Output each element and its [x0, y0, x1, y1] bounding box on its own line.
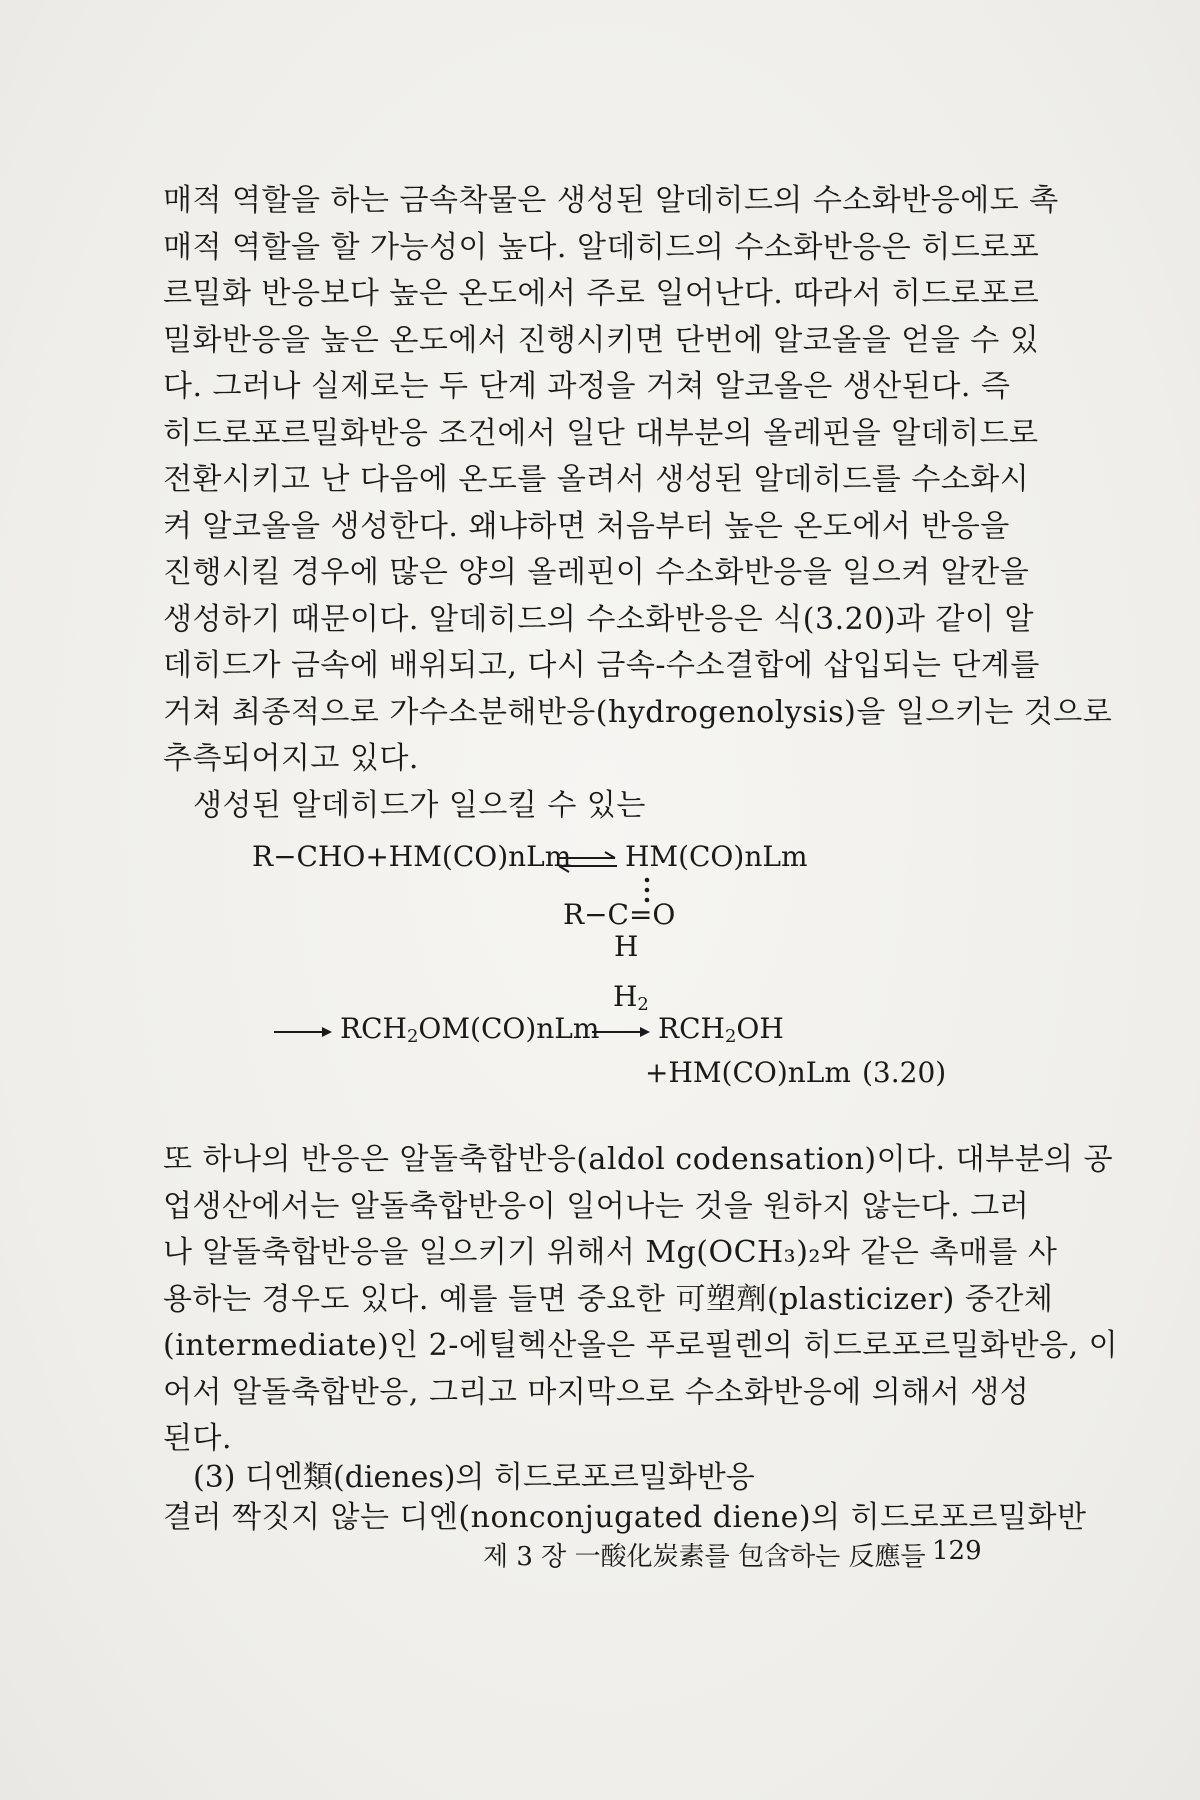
- product-post: OH: [736, 1012, 784, 1045]
- intermediate-pre: RCH: [340, 1012, 407, 1045]
- body-paragraph-3: [163, 1137, 1119, 1463]
- product-sub: 2: [724, 1026, 737, 1047]
- text-line: 생성하기 때문이다. 알데히드의 수소화반응은 식(3.20)과 같이 알: [163, 601, 1034, 637]
- text-line: 나 알돌축합반응을 일으키기 위해서 Mg(OCH₃)₂와 같은 촉매를 사: [163, 1235, 1058, 1270]
- equation-rhs-complex: HM(CO)nLm: [625, 840, 808, 873]
- text-line: 결러 짝짓지 않는 디엔(nonconjugated diene)의 히드로포르밀화반: [163, 1500, 1087, 1535]
- text-line: 데히드가 금속에 배위되고, 다시 금속-수소결합에 삽입되는 단계를: [163, 648, 1040, 683]
- text-line: 된다.: [163, 1421, 232, 1456]
- page-number: 129: [932, 1536, 982, 1566]
- text-line: 전환시키고 난 다음에 온도를 올려서 생성된 알데히드를 수소화시: [163, 462, 1030, 497]
- reagent-label: H: [613, 980, 638, 1013]
- text-line: 용하는 경우도 있다. 예를 들면 중요한 可塑劑(plasticizer) 중간체: [163, 1281, 1054, 1317]
- text-line: 업생산에서는 알돌축합반응이 일어나는 것을 원하지 않는다. 그러: [163, 1188, 1030, 1224]
- text-line: 추측되어지고 있다.: [163, 741, 419, 776]
- text-line: 밀화반응을 높은 온도에서 진행시키면 단번에 알코올을 얻을 수 있: [163, 322, 1040, 358]
- step2-reagent: [613, 980, 649, 1015]
- text-line: 어서 알돌축합반응, 그리고 마지막으로 수소화반응에 의해서 생성: [163, 1374, 1030, 1410]
- text-line: 르밀화 반응보다 높은 온도에서 주로 일어난다. 따라서 히드로포르: [163, 276, 1040, 311]
- equation-aldehyde-bond: R−C=O: [563, 898, 676, 931]
- equation-aldehyde-h: H: [614, 930, 639, 963]
- text-line: 매적 역할을 하는 금속착물은 생성된 알데히드의 수소화반응에도 촉: [163, 183, 1059, 218]
- text-line: 히드로포르밀화반응 조건에서 일단 대부분의 올레핀을 알데히드로: [163, 415, 1039, 451]
- running-footer: 제 3 장 一酸化炭素를 包含하는 反應들: [483, 1542, 926, 1572]
- text-line: (intermediate)인 2-에틸헥산올은 푸로필렌의 히드로포르밀화반응, 이: [163, 1328, 1119, 1363]
- body-paragraph-4: [163, 1495, 1087, 1542]
- equation-intermediate: [340, 1012, 599, 1047]
- reaction-arrow-icon: [272, 1025, 334, 1039]
- equation-product: [658, 1012, 784, 1047]
- body-paragraph-2: [193, 783, 1043, 830]
- reagent-subscript: 2: [637, 994, 649, 1015]
- body-paragraph-1: [163, 178, 1113, 783]
- equation-byproduct: +HM(CO)nLm: [645, 1056, 851, 1089]
- equation-number: (3.20): [862, 1056, 947, 1089]
- intermediate-post: OM(CO)nLm: [418, 1012, 600, 1045]
- text-line: 다. 그러나 실제로는 두 단계 과정을 거쳐 알코올은 생산된다. 즉: [163, 369, 1011, 404]
- text-line: 거쳐 최종적으로 가수소분해반응(hydrogenolysis)을 일으키는 것으로: [163, 694, 1113, 730]
- text-line: 생성된 알데히드가 일으킬 수 있는: [193, 788, 646, 823]
- text-line: 매적 역할을 할 가능성이 높다. 알데히드의 수소화반응은 히드로포: [163, 229, 1040, 265]
- equation-lhs: R−CHO+HM(CO)nLm: [252, 840, 572, 873]
- text-line: 또 하나의 반응은 알돌축합반응(aldol codensation)이다. 대부분의 공: [163, 1142, 1114, 1177]
- equilibrium-arrow-icon: [555, 851, 619, 873]
- reaction-arrow-icon: [590, 1025, 652, 1039]
- product-pre: RCH: [658, 1012, 725, 1045]
- text-line: 진행시킬 경우에 많은 양의 올레핀이 수소화반응을 일으켜 알칸을: [163, 555, 1030, 590]
- text-line: 켜 알코올을 생성한다. 왜냐하면 처음부터 높은 온도에서 반응을: [163, 508, 1010, 544]
- section-heading: (3) 디엔類(dienes)의 히드로포르밀화반응: [193, 1460, 755, 1495]
- intermediate-sub: 2: [406, 1026, 419, 1047]
